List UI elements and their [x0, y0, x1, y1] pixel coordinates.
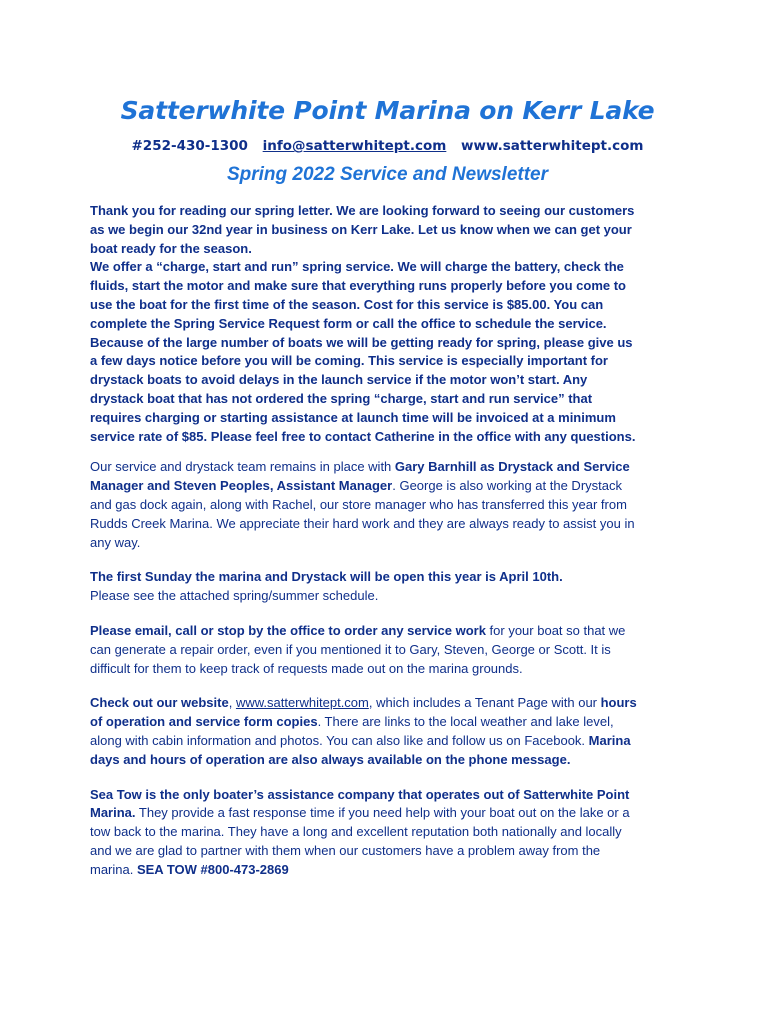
intro-paragraph: Thank you for reading our spring letter. We are looking forward to seeing our customers as we begin our 32nd year in business on Kerr Lake. Let us know when we can get your boat ready for the season. We offer a “charge, start and run” spring service. We will charge the battery, check the fluids, start the motor and make sure that everything runs properly before you come to use the boat for the first time of the season. Cost for this service is $85.00. You can complete the Spring Service Request form or call the office to schedule the service. Because of the large number of boats we will be getting ready for spring, please give us a few days notice before you will be coming. This service is especially important for drystack boats to avoid delays in the launch service if the motor won’t start. Any drystack boat that has not ordered the spring “charge, start and run service” that requires charging or starting assistance at launch time will be invoiced at a minimum service rate of $85. Please feel free to contact Catherine in the office with any questions.	[90, 203, 636, 444]
newsletter-subtitle: Spring 2022 Service and Newsletter	[226, 164, 549, 185]
email-link[interactable]: info@satterwhitept.com	[262, 138, 447, 154]
newsletter-page	[90, 96, 685, 880]
website-paragraph: Check out our website, www.satterwhitept.com, which includes a Tenant Page with our hours of operation and service form copies. There are links to the local weather and lake level, along with cabin information and photos. You can also like and follow us on Facebook. Marina days and hours of operation are also always available on the phone message.	[90, 695, 637, 767]
phone-number: #252-430-1300	[131, 138, 248, 154]
contact-line	[90, 138, 685, 154]
website-inline-link[interactable]: www.satterwhitept.com	[235, 695, 369, 711]
staff-paragraph: Our service and drystack team remains in place with Gary Barnhill as Drystack and Service Manager and Steven Peoples, Assistant Manager. George is also working at the Drystack and gas dock again, along with Rachel, our store manager who has transferred this year from Rudds Creek Marina. We appreciate their hard work and they are always ready to assist you in any way.	[90, 459, 635, 550]
page-title: Satterwhite Point Marina on Kerr Lake	[120, 96, 655, 125]
website-link[interactable]: www.satterwhitept.com	[461, 138, 644, 154]
seatow-phone: SEA TOW #800-473-2869	[136, 861, 289, 877]
opening-paragraph: The first Sunday the marina and Drystack will be open this year is April 10th. Please see the attached spring/summer schedule.	[90, 569, 563, 604]
service-paragraph: Please email, call or stop by the office to order any service work for your boat so that we can generate a repair order, even if you mentioned it to Gary, Steven, George or Scott. It is difficult for them to keep track of requests made out on the marina grounds.	[90, 622, 626, 676]
seatow-paragraph: Sea Tow is the only boater’s assistance company that operates out of Satterwhite Point Marina. They provide a fast response time if you need help with your boat out on the lake or a tow back to the marina. They have a long and excellent reputation both nationally and locally and we are glad to partner with them when our customers have a problem away from the marina. SEA TOW #800-473-2869	[90, 786, 630, 877]
